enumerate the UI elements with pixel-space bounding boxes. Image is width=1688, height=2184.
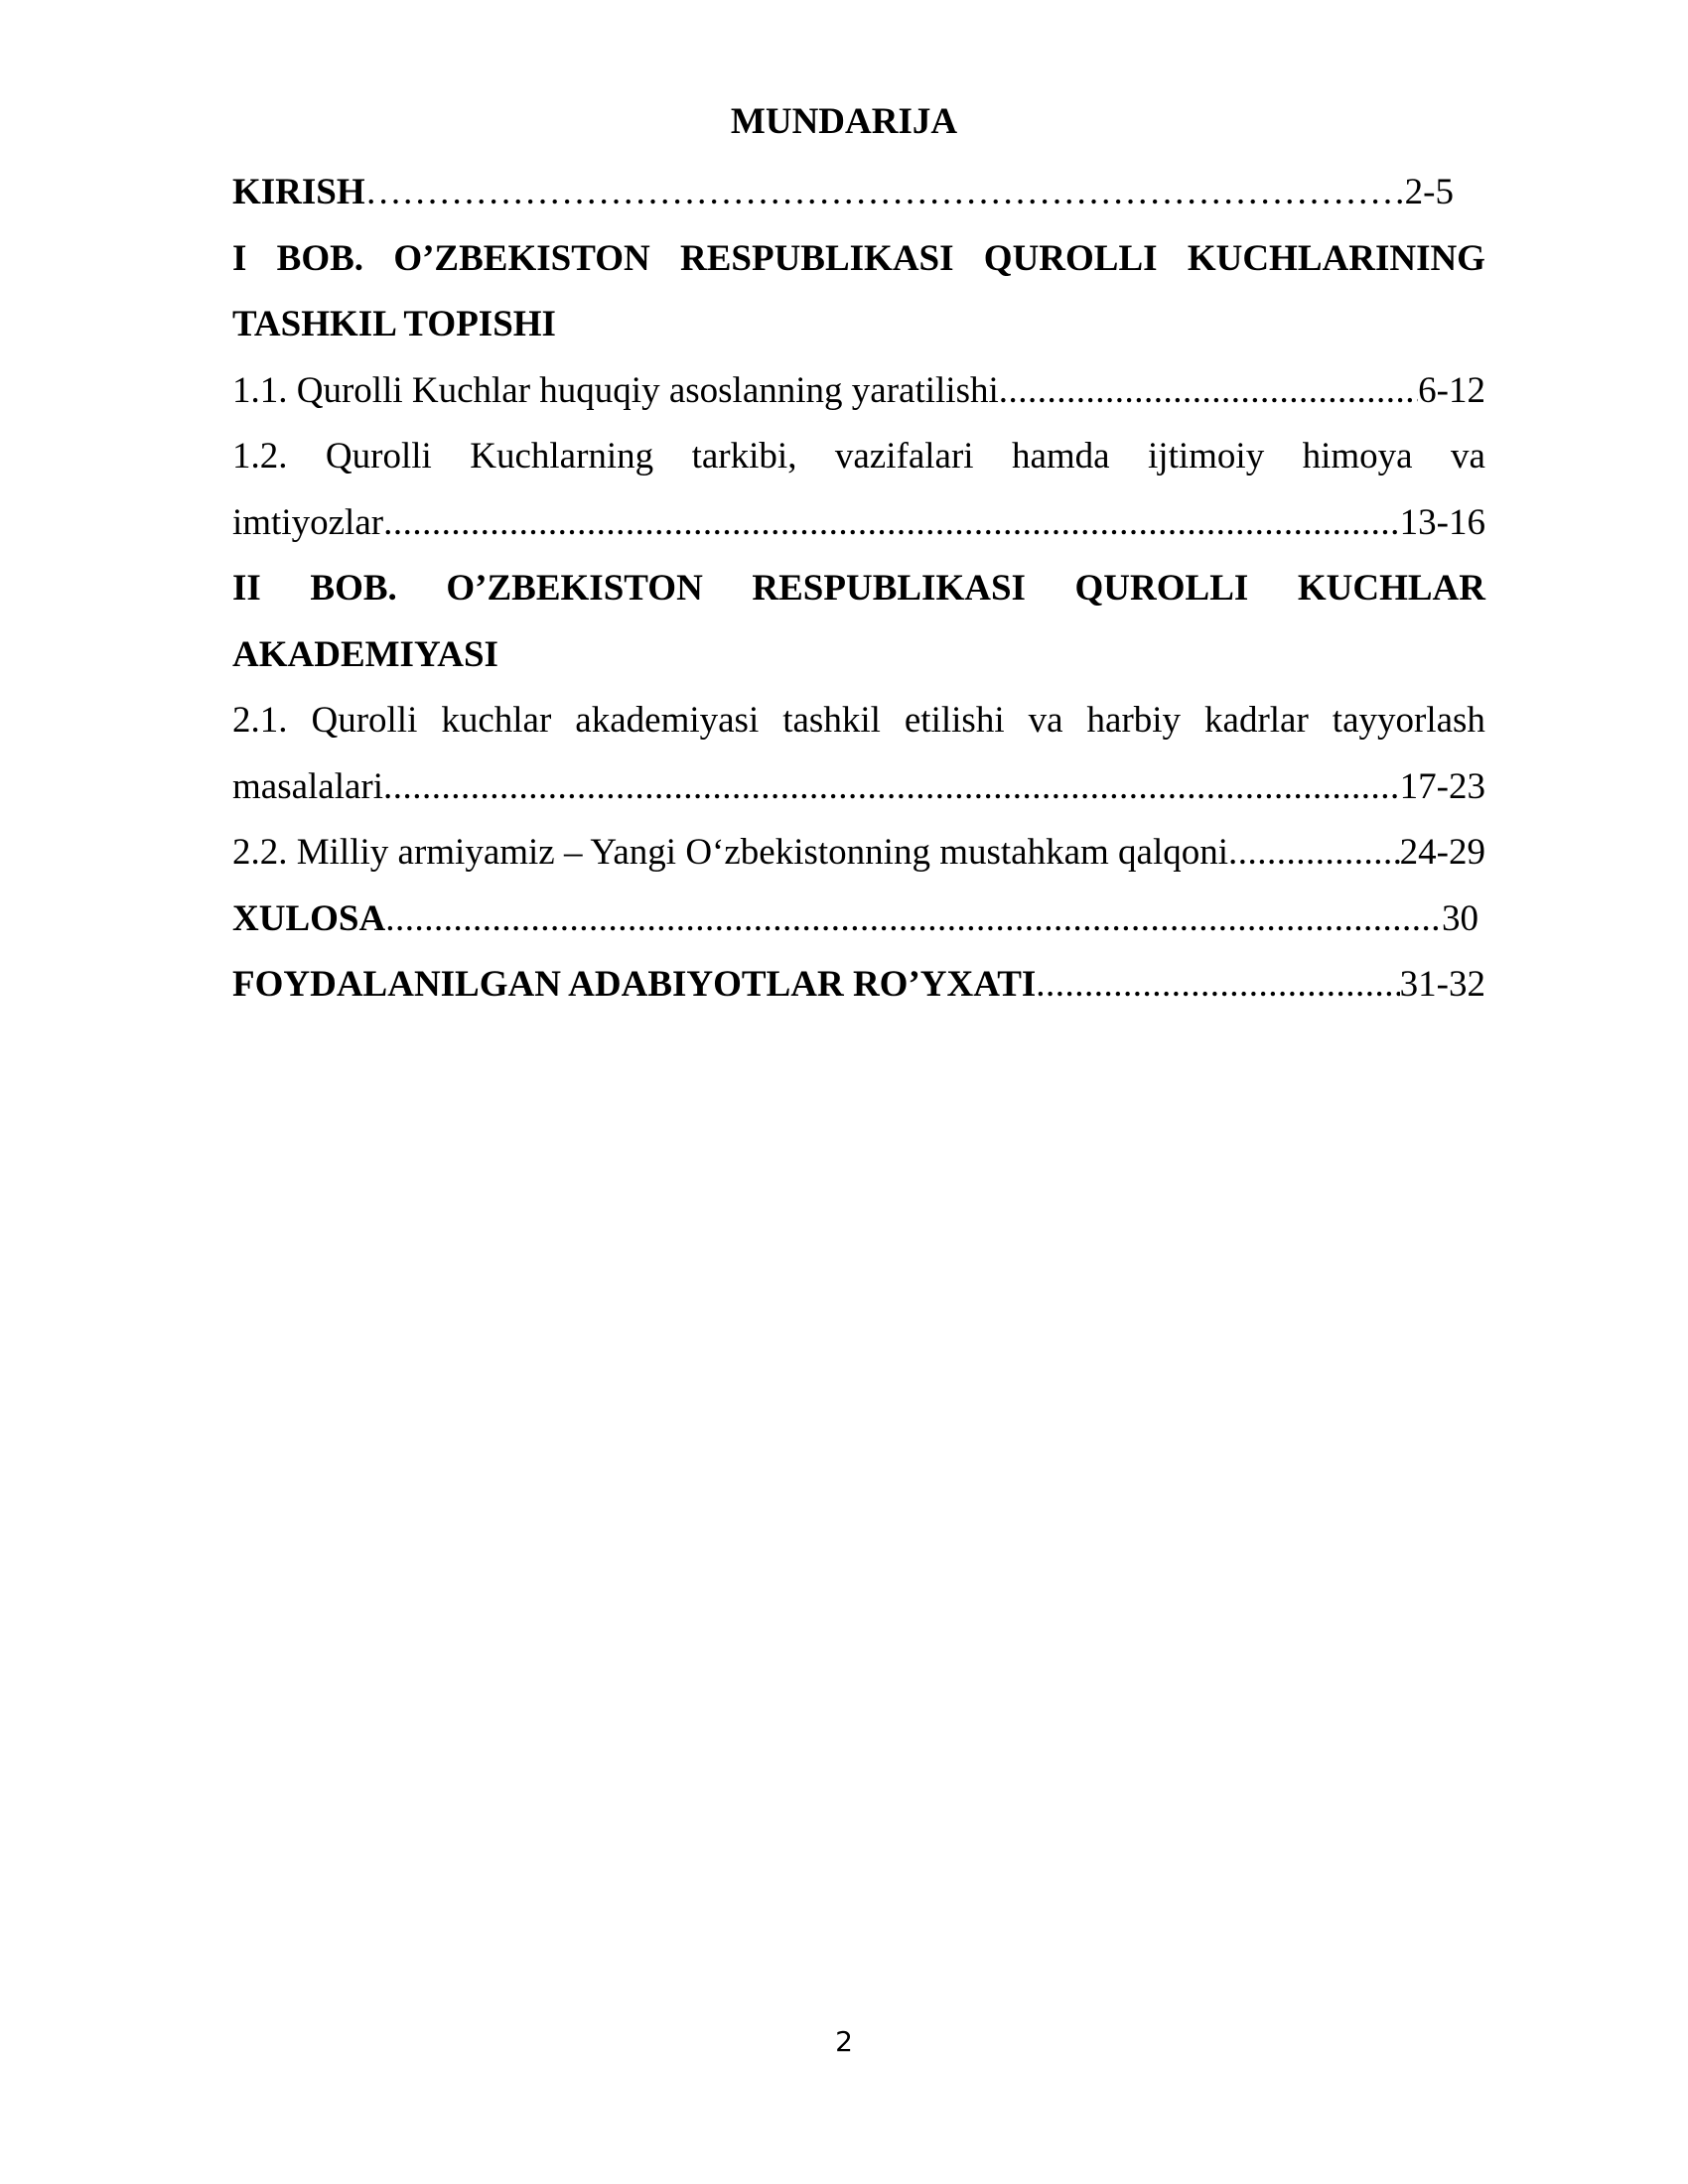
toc-entry-label: imtiyozlar (232, 501, 384, 543)
heading-word: QUROLLI (983, 237, 1158, 279)
toc-entry-pages: 24-29 (1399, 832, 1485, 873)
entry-word: vazifalari (834, 436, 974, 477)
toc-entry-pages: 6-12 (1418, 369, 1485, 411)
toc-chapter-1-heading[interactable] (232, 226, 1485, 293)
entry-word: tayyorlash (1332, 700, 1485, 741)
dot-leader (385, 887, 1442, 953)
toc-entry-1-2[interactable] (232, 424, 1485, 490)
heading-word: KUCHLAR (1297, 568, 1485, 609)
toc-chapter-2-heading-cont[interactable] (232, 622, 1485, 689)
dot-leader (1036, 952, 1399, 1019)
page-number: 2 (835, 2025, 853, 2058)
toc-entry-pages: 13-16 (1399, 501, 1485, 543)
toc-entry-label: XULOSA (232, 897, 386, 939)
heading-word: BOB. (310, 568, 397, 609)
entry-word: harbiy (1086, 700, 1182, 741)
dot-leader (383, 754, 1400, 821)
entry-word: akademiyasi (575, 700, 760, 741)
entry-word: Qurolli (311, 700, 418, 741)
toc-entry-label: FOYDALANILGAN ADABIYOTLAR RO’YXATI (232, 964, 1037, 1005)
toc-entry-xulosa[interactable] (232, 887, 1478, 953)
toc-chapter-2-heading[interactable] (232, 556, 1485, 622)
toc-entry-kirish[interactable] (232, 160, 1454, 226)
toc-entry-1-1[interactable] (232, 358, 1485, 425)
entry-word: kadrlar (1204, 700, 1309, 741)
entry-word: Kuchlarning (470, 436, 654, 477)
entry-word: tarkibi, (691, 436, 797, 477)
heading-text: TASHKIL TOPISHI (232, 304, 556, 344)
entry-word: Qurolli (325, 436, 432, 477)
heading-word: KUCHLARINING (1187, 237, 1485, 279)
heading-text: AKADEMIYASI (232, 633, 498, 675)
table-of-contents (232, 160, 1485, 1019)
dot-leader (999, 358, 1418, 425)
toc-entry-pages: 17-23 (1399, 765, 1485, 807)
toc-chapter-1-heading-cont[interactable] (232, 292, 1485, 358)
heading-word: O’ZBEKISTON (393, 237, 650, 279)
dot-leader (383, 490, 1400, 557)
heading-word: O’ZBEKISTON (446, 568, 703, 609)
toc-entry-pages: 31-32 (1399, 964, 1485, 1005)
toc-entry-label: KIRISH (232, 172, 365, 212)
toc-entry-pages: 30 (1442, 897, 1478, 939)
toc-entry-label: 1.1. Qurolli Kuchlar huquqiy asoslanning yaratilishi (232, 369, 999, 411)
toc-entry-adabiyotlar[interactable] (232, 952, 1485, 1019)
heading-word: RESPUBLIKASI (752, 568, 1026, 609)
toc-title: MUNDARIJA (730, 101, 958, 142)
heading-word: QUROLLI (1074, 568, 1249, 609)
entry-word: himoya (1302, 436, 1413, 477)
toc-entry-label: 2.2. Milliy armiyamiz – Yangi O‘zbekistonning mustahkam qalqoni (232, 832, 1229, 873)
heading-word: I (232, 237, 247, 279)
dot-leader (365, 160, 1405, 226)
toc-entry-2-2[interactable] (232, 820, 1485, 887)
toc-entry-label: masalalari (232, 765, 384, 807)
toc-entry-2-1-cont[interactable] (232, 754, 1485, 821)
heading-word: RESPUBLIKASI (680, 237, 954, 279)
dot-leader (1228, 820, 1400, 887)
entry-word: ijtimoiy (1148, 436, 1265, 477)
entry-word: tashkil (782, 700, 881, 741)
entry-word: 1.2. (232, 436, 288, 477)
entry-word: etilishi (904, 700, 1005, 741)
entry-word: 2.1. (232, 700, 288, 741)
toc-entry-1-2-cont[interactable] (232, 490, 1485, 557)
entry-word: hamda (1011, 436, 1110, 477)
toc-entry-pages: 2-5 (1404, 172, 1454, 212)
heading-word: II (232, 568, 261, 609)
entry-word: va (1451, 436, 1485, 477)
heading-word: BOB. (276, 237, 364, 279)
entry-word: va (1028, 700, 1063, 741)
entry-word: kuchlar (441, 700, 552, 741)
toc-entry-2-1[interactable] (232, 688, 1485, 754)
